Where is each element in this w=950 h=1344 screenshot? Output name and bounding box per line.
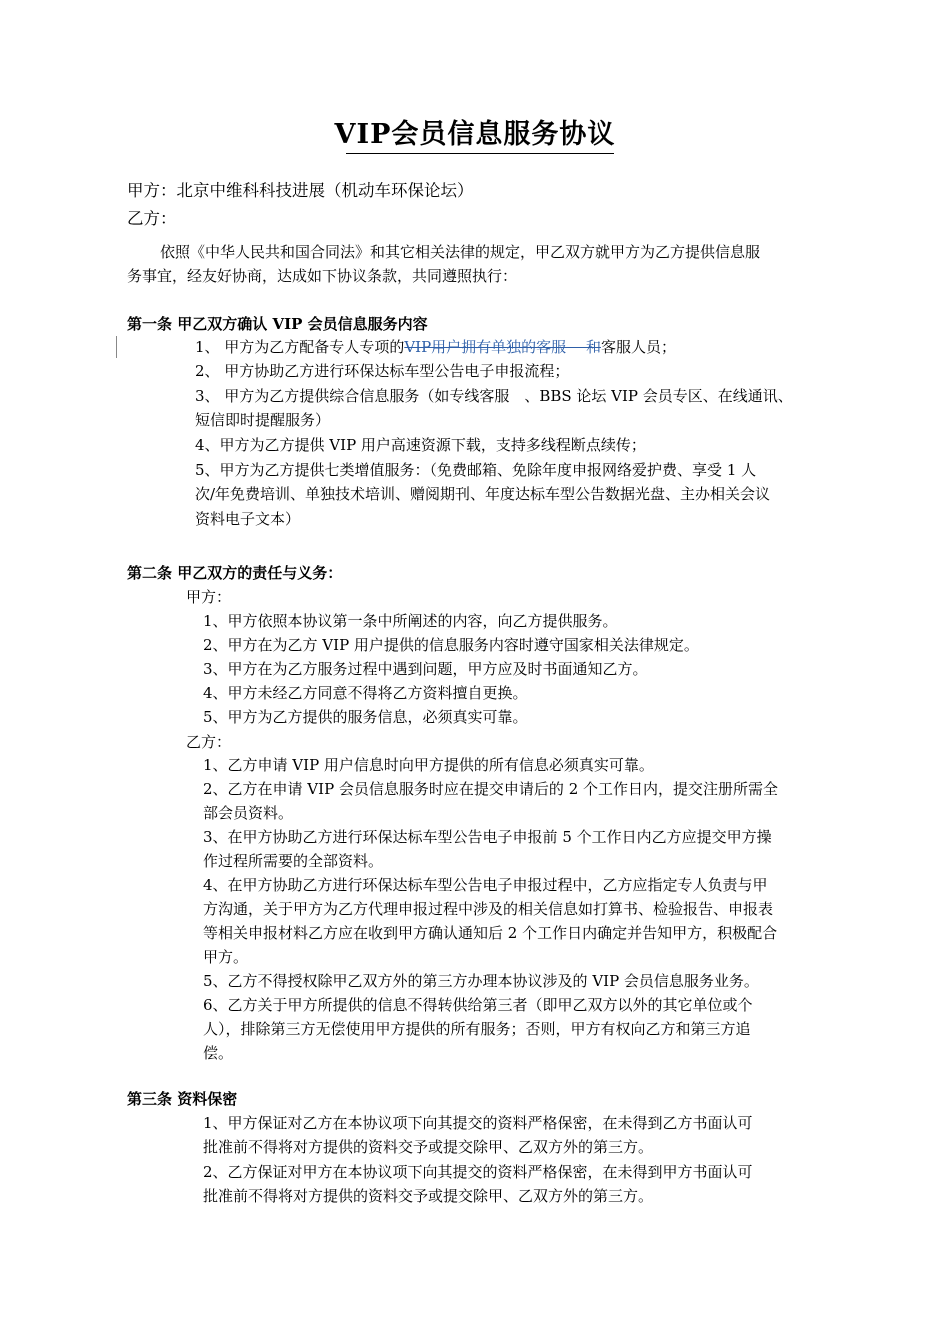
article-2-a-item-4: 4、甲方未经乙方同意不得将乙方资料擅自更换。 xyxy=(203,684,528,702)
article-2-a-item-2: 2、甲方在为乙方 VIP 用户提供的信息服务内容时遵守国家相关法律规定。 xyxy=(203,636,699,654)
article-1-item-3-line-2: 短信即时提醒服务） xyxy=(195,411,331,429)
article-3-item-2-line-1: 2、乙方保证对甲方在本协议项下向其提交的资料严格保密，在未得到甲方书面认可 xyxy=(203,1163,753,1181)
article-1-item-5-line-1: 5、甲方为乙方提供七类增值服务：（免费邮箱、免除年度申报网络爱护费、享受 1 人 xyxy=(195,461,757,479)
intro-line-2: 务事宜，经友好协商，达成如下协议条款，共同遵照执行： xyxy=(127,267,518,285)
article-2-b-item-6-line-2: 人），排除第三方无偿使用甲方提供的所有服务；否则，甲方有权向乙方和第三方追 xyxy=(203,1020,751,1038)
article-2-b-item-2-line-1: 2、乙方在申请 VIP 会员信息服务时应在提交申请后的 2 个工作日内，提交注册所需全 xyxy=(203,780,779,798)
intro-line-1: 依照《中华人民共和国合同法》和其它相关法律的规定，甲乙双方就甲方为乙方提供信息服 xyxy=(160,243,761,261)
article-3-item-2-line-2: 批准前不得将对方提供的资料交予或提交除甲、乙双方外的第三方。 xyxy=(203,1187,654,1205)
article-2-party-a-label: 甲方： xyxy=(186,588,232,606)
title-underline xyxy=(346,153,614,154)
party-a: 甲方：北京中维科科技进展（机动车环保论坛） xyxy=(127,181,474,200)
article-2-b-item-3-line-2: 作过程所需要的全部资料。 xyxy=(203,852,384,870)
revision-change-bar xyxy=(116,336,117,358)
article-1-item-5-line-2: 次/年免费培训、单独技术培训、赠阅期刊、年度达标车型公告数据光盘、主办相关会议 xyxy=(195,485,771,503)
item-1-text-end: 客服人员； xyxy=(600,338,676,356)
document-title: VIP会员信息服务协议 xyxy=(334,119,616,150)
article-2-party-b-label: 乙方： xyxy=(186,733,232,751)
article-3-heading: 第三条 资料保密 xyxy=(127,1090,238,1108)
article-2-b-item-2-line-2: 部会员资料。 xyxy=(203,804,294,822)
article-1-item-5-line-3: 资料电子文本） xyxy=(195,510,301,528)
article-2-b-item-4-line-4: 甲方。 xyxy=(203,948,249,966)
article-1-item-3-line-1: 3、 甲方为乙方提供综合信息服务（如专线客服 、BBS 论坛 VIP 会员专区、在线通讯、 xyxy=(195,387,793,405)
article-1-item-4: 4、甲方为乙方提供 VIP 用户高速资源下载，支持多线程断点续传； xyxy=(195,436,646,454)
article-2-b-item-4-line-1: 4、在甲方协助乙方进行环保达标车型公告电子申报过程中，乙方应指定专人负责与甲 xyxy=(203,876,768,894)
party-b: 乙方： xyxy=(127,209,177,228)
article-2-heading: 第二条 甲乙双方的责任与义务： xyxy=(127,564,343,582)
article-1-item-1 xyxy=(195,335,676,359)
article-2-a-item-5: 5、甲方为乙方提供的服务信息，必须真实可靠。 xyxy=(203,708,528,726)
article-2-a-item-1: 1、甲方依照本协议第一条中所阐述的内容，向乙方提供服务。 xyxy=(203,612,618,630)
article-2-b-item-6-line-1: 6、乙方关于甲方所提供的信息不得转供给第三者（即甲乙双方以外的其它单位或个 xyxy=(203,996,753,1014)
article-2-b-item-1: 1、乙方申请 VIP 用户信息时向甲方提供的所有信息必须真实可靠。 xyxy=(203,756,654,774)
article-2-b-item-4-line-2: 方沟通，关于甲方为乙方代理申报过程中涉及的相关信息如打算书、检验报告、申报表 xyxy=(203,900,774,918)
tracked-deletion: VIP用户拥有单独的客服 和 xyxy=(404,338,601,356)
article-3-item-1-line-2: 批准前不得将对方提供的资料交予或提交除甲、乙双方外的第三方。 xyxy=(203,1138,654,1156)
article-2-b-item-4-line-3: 等相关申报材料乙方应在收到甲方确认通知后 2 个工作日内确定并告知甲方，积极配合 xyxy=(203,924,778,942)
article-2-b-item-3-line-1: 3、在甲方协助乙方进行环保达标车型公告电子申报前 5 个工作日内乙方应提交甲方操 xyxy=(203,828,772,846)
article-2-b-item-6-line-3: 偿。 xyxy=(203,1044,234,1062)
item-1-text: 1、 甲方为乙方配备专人专项的 xyxy=(195,338,405,356)
article-1-heading: 第一条 甲乙双方确认 VIP 会员信息服务内容 xyxy=(127,315,428,333)
article-3-item-1-line-1: 1、甲方保证对乙方在本协议项下向其提交的资料严格保密，在未得到乙方书面认可 xyxy=(203,1114,753,1132)
article-2-a-item-3: 3、甲方在为乙方服务过程中遇到问题，甲方应及时书面通知乙方。 xyxy=(203,660,648,678)
article-1-item-2: 2、 甲方协助乙方进行环保达标车型公告电子申报流程； xyxy=(195,362,570,380)
article-2-b-item-5: 5、乙方不得授权除甲乙双方外的第三方办理本协议涉及的 VIP 会员信息服务业务。 xyxy=(203,972,759,990)
